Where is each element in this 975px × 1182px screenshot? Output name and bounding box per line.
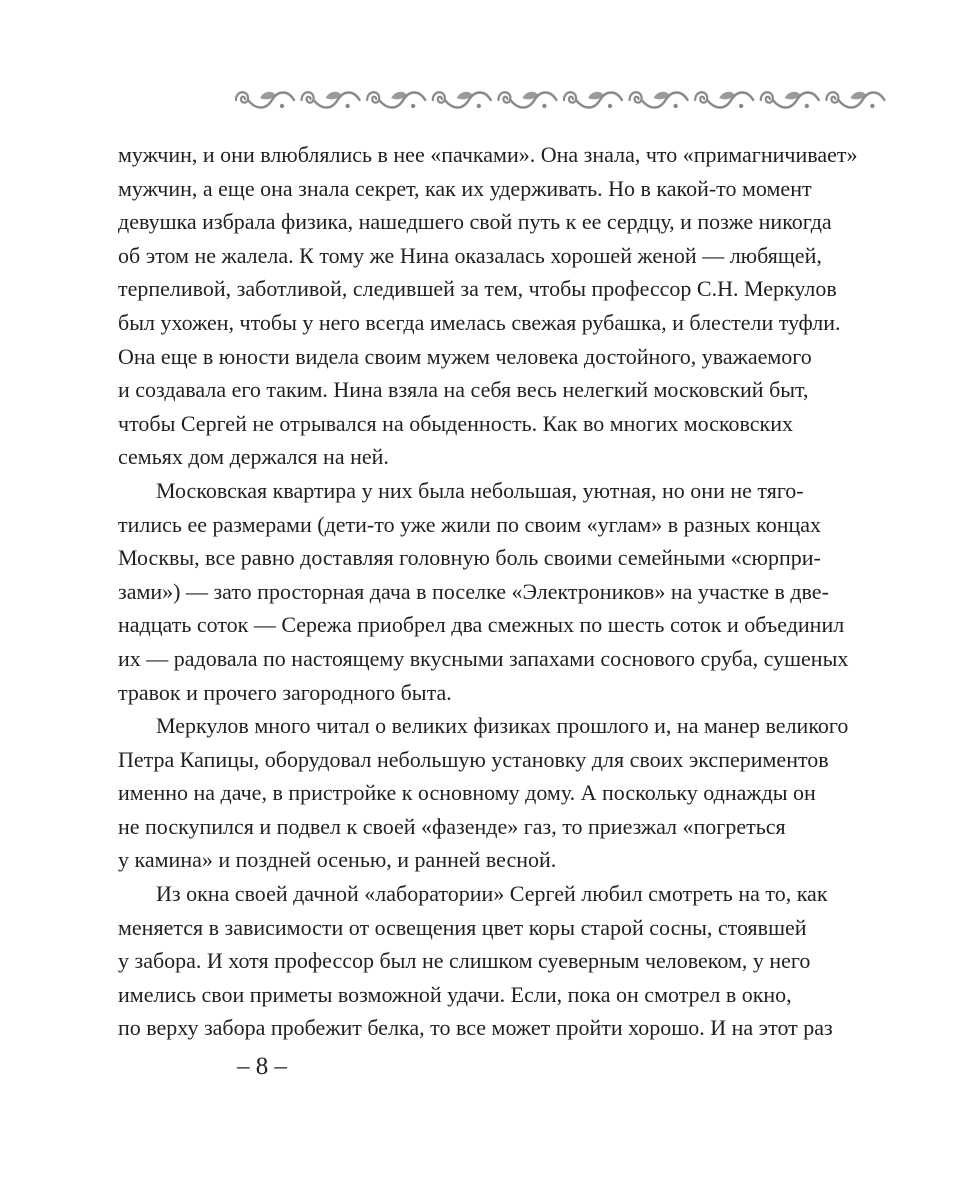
text-line: Она еще в юности видела своим мужем человека достойного, уважаемого: [118, 343, 812, 369]
ornament-scroll-motif: [761, 92, 819, 108]
text-line: Петра Капицы, оборудовал небольшую установку для своих экспериментов: [118, 746, 829, 772]
text-line: об этом не жалела. К тому же Нина оказалась хорошей женой — любящей,: [118, 242, 822, 268]
text-line: был ухожен, чтобы у него всегда имелась свежая рубашка, и блестели туфли.: [118, 309, 841, 335]
text-line: семьях дом держался на ней.: [118, 444, 389, 470]
text-line: надцать соток — Сережа приобрел два смежных по шесть соток и объединил: [118, 612, 845, 638]
text-line: девушка избрала физика, нашедшего свой путь к ее сердцу, и позже никогда: [118, 209, 832, 235]
text-line: не поскупился и подвел к своей «фазенде» газ, то приезжал «погреться: [118, 813, 786, 839]
text-line: чтобы Сергей не отрывался на обыденность. Как во многих московских: [118, 410, 794, 436]
ornament-scroll-motif: [826, 92, 884, 108]
text-line: у забора. И хотя профессор был не слишком суеверным человеком, у него: [118, 948, 811, 974]
text-line: имелись свои приметы возможной удачи. Если, пока он смотрел в окно,: [118, 981, 792, 1007]
page-body-text: [118, 138, 858, 1045]
ornament-scroll-motif: [695, 92, 753, 108]
text-line: тились ее размерами (дети-то уже жили по своим «углам» в разных концах: [118, 511, 822, 537]
ornament-scroll-motif: [236, 92, 294, 108]
text-line: Московская квартира у них была небольшая, уютная, но они не тяго-: [156, 477, 804, 503]
text-line: Москвы, все равно доставляя головную боль своими семейными «сюрпри-: [118, 545, 821, 571]
text-line: мужчин, и они влюблялись в нее «пачками». Она знала, что «примагничивает»: [118, 142, 858, 167]
ornament-scroll-motif: [302, 92, 360, 108]
text-line: и создавала его таким. Нина взяла на себя весь нелегкий московский быт,: [118, 377, 809, 403]
text-line: по верху забора пробежит белка, то все может пройти хорошо. И на этот раз: [118, 1015, 833, 1041]
text-line: мужчин, а еще она знала секрет, как их удерживать. Но в какой-то момент: [118, 175, 812, 201]
paragraph-4: [118, 877, 833, 1045]
decorative-header-ornament: [232, 84, 888, 116]
page-number: – 8 –: [237, 1053, 287, 1080]
text-line: зами») — зато просторная дача в поселке «Электроников» на участке в две-: [118, 578, 829, 604]
paragraph-1: [118, 138, 858, 474]
paragraph-3: [118, 709, 849, 877]
text-line: терпеливой, заботливой, следившей за тем, чтобы профессор С.Н. Меркулов: [118, 276, 837, 302]
text-line: Из окна своей дачной «лаборатории» Сергей любил смотреть на то, как: [156, 881, 828, 907]
text-line: меняется в зависимости от освещения цвет коры старой сосны, стоявшей: [118, 914, 807, 940]
text-line: у камина» и поздней осенью, и ранней весной.: [118, 847, 557, 873]
ornament-scroll-motif: [564, 92, 622, 108]
paragraph-2: [118, 474, 849, 709]
text-line: их — радовала по настоящему вкусными запахами соснового сруба, сушеных: [118, 645, 849, 671]
text-line: Меркулов много читал о великих физиках прошлого и, на манер великого: [156, 713, 849, 739]
text-line: именно на даче, в пристройке к основному дому. А поскольку однажды он: [118, 780, 816, 806]
ornament-scroll-motif: [630, 92, 688, 108]
ornament-scroll-motif: [498, 92, 556, 108]
text-line: травок и прочего загородного быта.: [118, 679, 452, 705]
ornament-scroll-motif: [367, 92, 425, 108]
ornament-scroll-motif: [433, 92, 491, 108]
